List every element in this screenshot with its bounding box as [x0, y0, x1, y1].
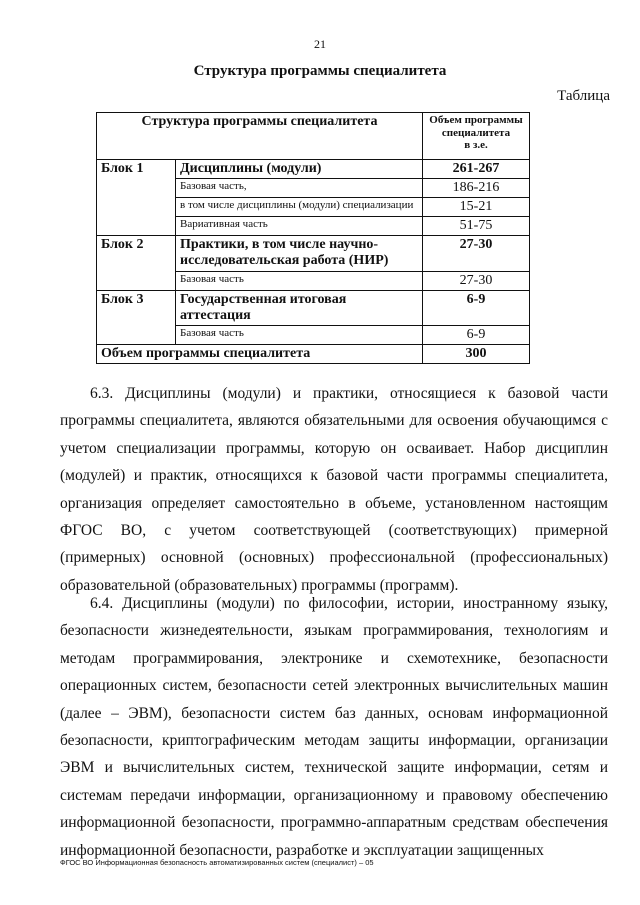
row-value: 186-216	[423, 179, 530, 198]
table-caption: Таблица	[557, 88, 610, 104]
total-label: Объем программы специалитета	[97, 344, 423, 363]
block-label: Блок 2	[97, 236, 176, 290]
total-value: 300	[423, 344, 530, 363]
table-row	[97, 160, 530, 179]
page-number: 21	[314, 37, 326, 51]
row-value: 51-75	[423, 217, 530, 236]
row-name: Вариативная часть	[176, 217, 423, 236]
row-name: Базовая часть,	[176, 179, 423, 198]
table-total-row	[97, 344, 530, 363]
header-volume-line1: Объем программы	[429, 114, 523, 126]
block-name: Государственная итоговая аттестация	[176, 290, 423, 325]
header-volume	[423, 113, 530, 160]
block-label: Блок 3	[97, 290, 176, 344]
block-name: Дисциплины (модули)	[176, 160, 423, 179]
row-value: 27-30	[423, 271, 530, 290]
paragraph-6-3: 6.3. Дисциплины (модули) и практики, относящиеся к базовой части программы специалитета, являются обязательными для освоения обучающимся с учетом специализации программы, которую он осваивает. Набор дисциплин (модулей) и практик, относящихся к базовой части программы специалитета, организация определяет самостоятельно в объеме, установленном настоящим ФГОС ВО, с учетом соответствующей (соответствующих) примерной (примерных) основной (основных) профессиональной (профессиональных) образовательной (образовательных) программы (программ).	[60, 385, 608, 594]
row-value: 6-9	[423, 325, 530, 344]
row-name: Базовая часть	[176, 325, 423, 344]
document-title: Структура программы специалитета	[193, 63, 447, 79]
block-label: Блок 1	[97, 160, 176, 236]
header-volume-line2: специалитета	[441, 126, 511, 139]
footer-text: ФГОС ВО Информационная безопасность автоматизированных систем (специалист) – 05	[60, 858, 374, 867]
row-name: Базовая часть	[176, 271, 423, 290]
block-name: Практики, в том числе научно-исследовательская работа (НИР)	[176, 236, 423, 271]
program-structure-table	[96, 112, 530, 364]
block-value: 261-267	[423, 160, 530, 179]
table-row	[97, 290, 530, 325]
table-header-row	[97, 113, 530, 160]
block-value: 27-30	[423, 236, 530, 271]
block-value: 6-9	[423, 290, 530, 325]
header-volume-line3: в з.е.	[464, 139, 488, 152]
table-row	[97, 236, 530, 271]
paragraph-6-4: 6.4. Дисциплины (модули) по философии, истории, иностранному языку, безопасности жизнедеятельности, языкам программирования, технологиям и методам программирования, электронике и схемотехнике, безопасности операционных систем, безопасности сетей электронных вычислительных машин (далее – ЭВМ), безопасности систем баз данных, основам информационной безопасности, криптографическим методам защиты информации, организации ЭВМ и вычислительных систем, технической защите информации, сетям и системам передачи информации, организационному и правовому обеспечению информационной безопасности, программно-аппаратным средствам обеспечения информационной безопасности, разработке и эксплуатации защищенных	[60, 595, 608, 859]
header-structure: Структура программы специалитета	[97, 113, 423, 160]
row-name: в том числе дисциплины (модули) специализации	[176, 198, 423, 217]
row-value: 15-21	[423, 198, 530, 217]
